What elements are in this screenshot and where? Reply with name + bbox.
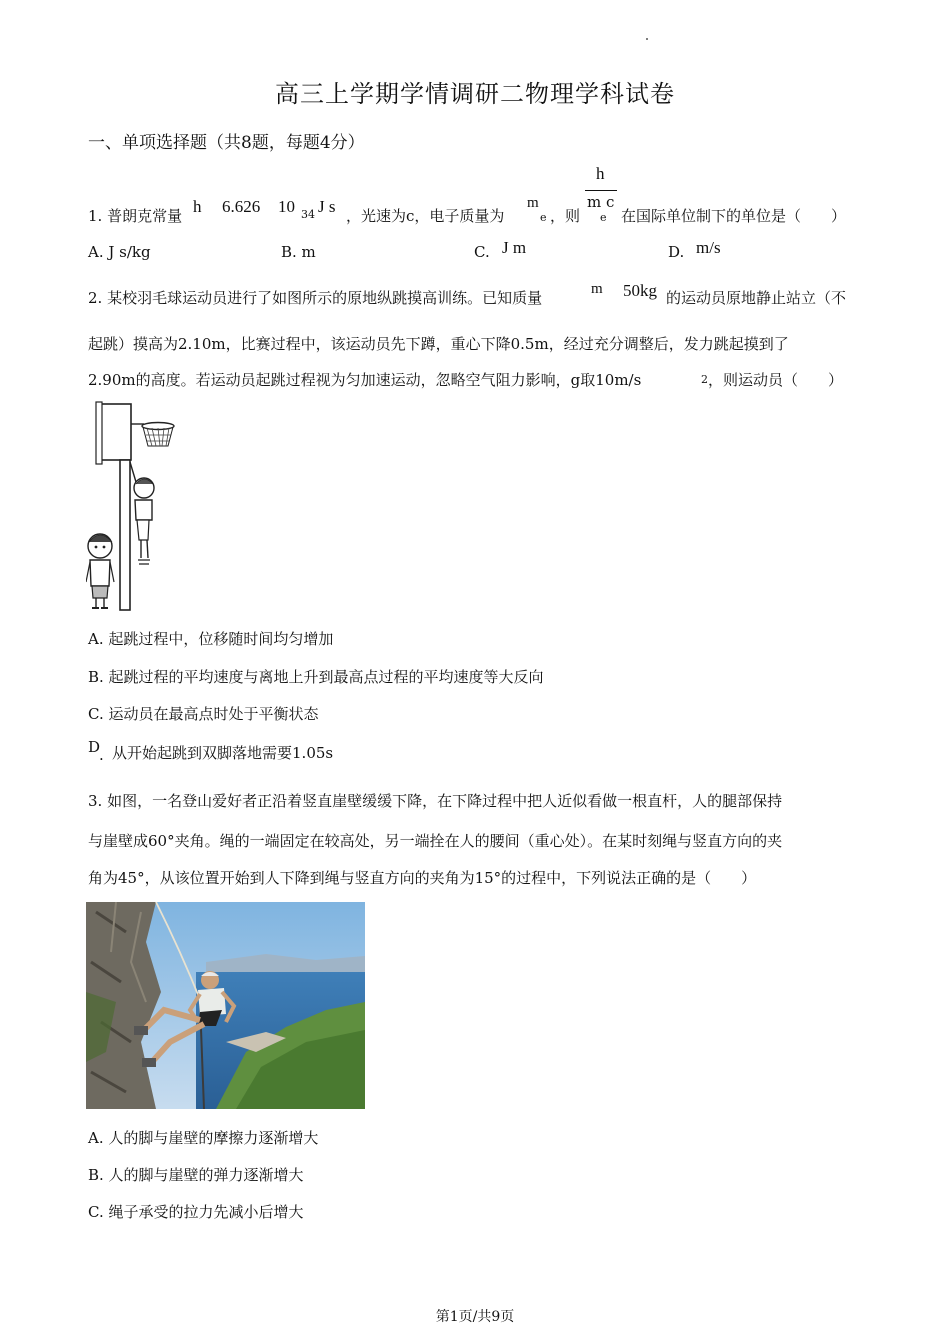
q1-m: m [527,195,539,211]
q2-m: m [591,281,603,297]
q1-option-c-label: C. [474,243,490,261]
q3-line1: 3. 如图，一名登山爱好者正沿着竖直崖壁缓缓下降，在下降过程中把人近似看做一根直杆，人的腿部保持 [88,792,783,810]
q2-mass: 50kg [623,281,657,300]
q1-frac-den-c: c [606,193,615,211]
q1-fraction-bar [585,190,617,191]
jump-touch-figure [86,400,186,615]
q1-unit-js: J s [318,197,336,216]
q1-text-then: ，则 [550,207,581,225]
q1-option-b: B. m [281,243,316,261]
q1-prefix: 1. 普朗克常量 [88,207,183,225]
q2-option-a: A. 起跳过程中，位移随时间均匀增加 [88,630,334,648]
q2-option-c: C. 运动员在最高点时处于平衡状态 [88,705,319,723]
q2-line1-prefix: 2. 某校羽毛球运动员进行了如图所示的原地纵跳摸高训练。已知质量 [88,289,543,307]
q3-option-c: C. 绳子承受的拉力先减小后增大 [88,1203,304,1221]
q1-option-d-label: D. [668,243,685,261]
q1-h-value: 6.626 [222,197,261,216]
q2-line1-suffix: 的运动员原地静止站立（不 [666,289,847,307]
page-dot [646,38,648,40]
q2-option-d-label: D [88,738,101,756]
q1-h: h [193,197,202,216]
q3-line3: 角为45°，从该位置开始到人下降到绳与竖直方向的夹角为15°的过程中，下列说法正确的是（ ） [88,869,757,887]
climber-photo [86,902,365,1109]
q1-suffix: 在国际单位制下的单位是（ ） [621,207,847,225]
q1-frac-num: h [596,164,605,183]
q1-frac-den-sub: e [600,211,607,224]
q2-option-d-text: 从开始起跳到双脚落地需要1.05s [112,744,334,762]
q3-option-b: B. 人的脚与崖壁的弹力逐渐增大 [88,1166,304,1184]
q2-line3-suffix: ，则运动员（ ） [708,371,844,389]
q1-times-base: 10 [278,197,295,216]
q1-option-a: A. J s/kg [88,243,151,261]
page-title: 高三上学期学情调研二物理学科试卷 [275,80,675,108]
q1-option-d-math: m/s [696,238,721,257]
section-heading: 一、单项选择题（共8题，每题4分） [88,133,365,153]
q1-frac-den-m: m [587,193,602,211]
q3-option-a: A. 人的脚与崖壁的摩擦力逐渐增大 [88,1129,319,1147]
q1-text-c: ，光速为c，电子质量为 [346,207,505,225]
q1-exponent: 34 [301,208,315,221]
q2-line3-sup: 2 [701,373,708,386]
q1-e-sub: e [540,211,547,224]
q2-line2: 起跳）摸高为2.10m，比赛过程中，该运动员先下蹲，重心下降0.5m，经过充分调整后，发力跳起摸到了 [88,335,789,353]
page-footer: 第1页/共9页 [435,1309,515,1325]
q3-line2: 与崖壁成60°夹角。绳的一端固定在较高处，另一端拴在人的腰间（重心处）。在某时刻绳与竖直方向的夹 [88,832,783,850]
q2-option-b: B. 起跳过程的平均速度与离地上升到最高点过程的平均速度等大反向 [88,668,544,686]
q1-option-c-math: J m [502,238,527,257]
q2-line3-prefix: 2.90m的高度。若运动员起跳过程视为匀加速运动，忽略空气阻力影响，g取10m/s [88,371,642,389]
